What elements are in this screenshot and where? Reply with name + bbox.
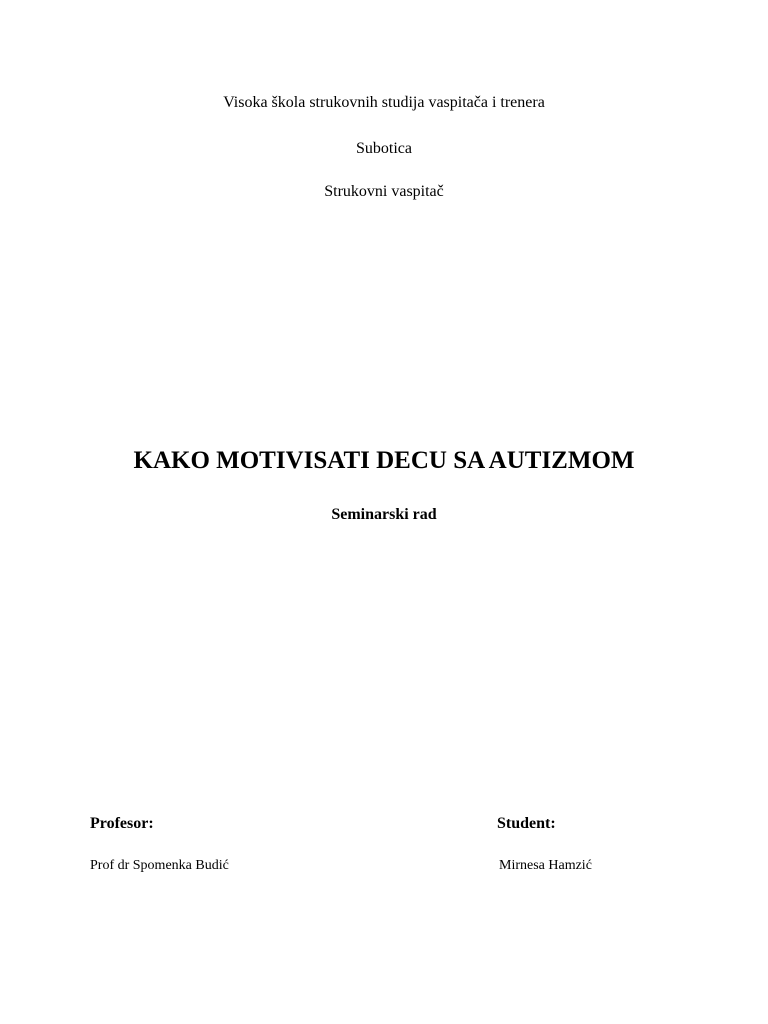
institution-name: Visoka škola strukovnih studija vaspitača i trenera <box>223 94 545 111</box>
document-subtitle: Seminarski rad <box>331 506 437 523</box>
professor-label: Profesor: <box>90 815 154 832</box>
document-title: KAKO MOTIVISATI DECU SA AUTIZMOM <box>133 447 635 474</box>
student-label: Student: <box>497 815 556 832</box>
student-name: Mirnesa Hamzić <box>499 858 592 873</box>
city-name: Subotica <box>356 140 412 157</box>
professor-name: Prof dr Spomenka Budić <box>90 858 229 873</box>
study-program: Strukovni vaspitač <box>324 183 444 200</box>
